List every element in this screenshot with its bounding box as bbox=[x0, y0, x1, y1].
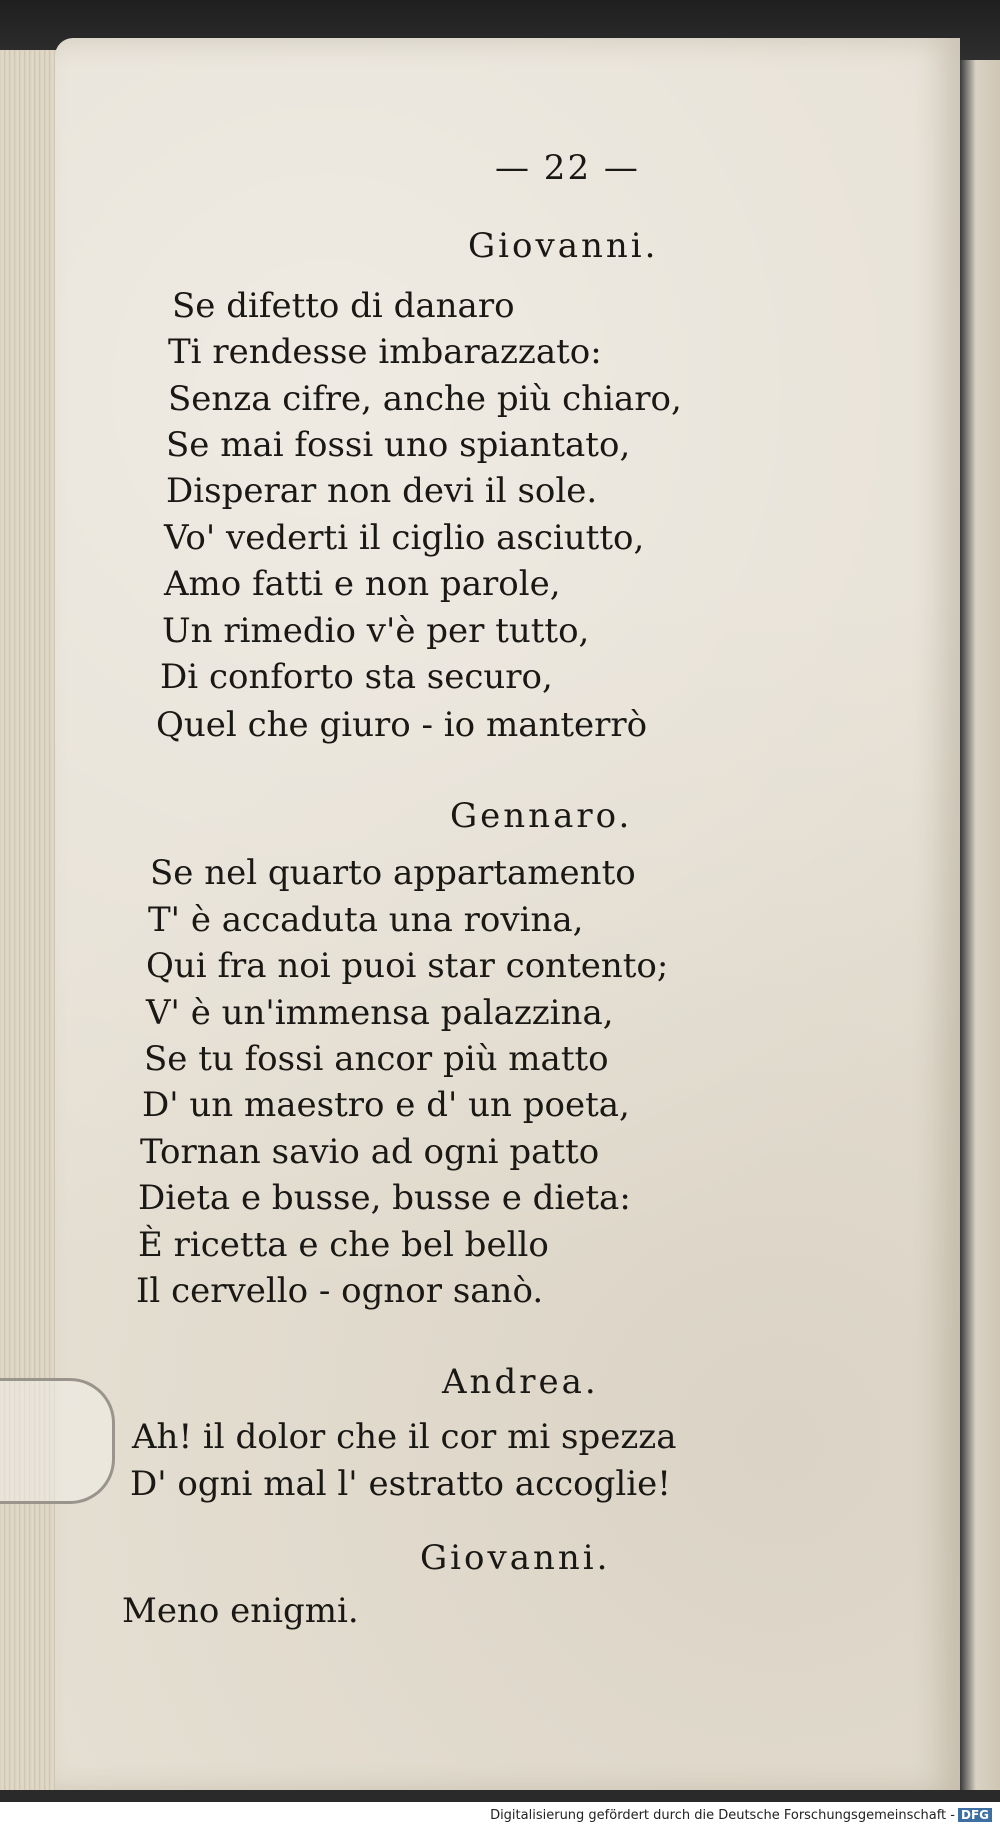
verse-line: Di conforto sta securo, bbox=[160, 657, 553, 697]
verse-line: Qui fra noi puoi star contento; bbox=[146, 946, 669, 986]
verse-line: D' un maestro e d' un poeta, bbox=[142, 1085, 630, 1125]
digitization-credit bbox=[490, 1808, 992, 1823]
verse-line: Ah! il dolor che il cor mi spezza bbox=[132, 1417, 677, 1457]
verse-line: Se difetto di danaro bbox=[172, 286, 515, 326]
verse-line: Senza cifre, anche più chiaro, bbox=[168, 379, 682, 419]
verse-line: T' è accaduta una rovina, bbox=[148, 900, 584, 940]
verse-line: Un rimedio v'è per tutto, bbox=[162, 611, 590, 651]
verse-line: Se tu fossi ancor più matto bbox=[144, 1039, 609, 1079]
page-clip bbox=[0, 1378, 115, 1504]
verse-line: Se nel quarto appartamento bbox=[150, 853, 636, 893]
credit-text: Digitalisierung gefördert durch die Deutsche Forschungsgemeinschaft - bbox=[490, 1808, 955, 1823]
verse-line: Il cervello - ognor sanò. bbox=[136, 1271, 544, 1311]
verse-line: Ti rendesse imbarazzato: bbox=[168, 332, 602, 372]
speaker-name: Giovanni. bbox=[420, 1538, 611, 1578]
verse-line: Quel che giuro - io manterrò bbox=[156, 705, 648, 745]
verse-line: Dieta e busse, busse e dieta: bbox=[138, 1178, 631, 1218]
speaker-name: Giovanni. bbox=[468, 226, 659, 266]
speaker-name: Gennaro. bbox=[450, 796, 633, 836]
speaker-name: Andrea. bbox=[442, 1362, 599, 1402]
dfg-logo: DFG bbox=[958, 1808, 992, 1822]
book-spine-right bbox=[960, 60, 1000, 1800]
verse-line: Tornan savio ad ogni patto bbox=[140, 1132, 600, 1172]
verse-line: Meno enigmi. bbox=[122, 1591, 359, 1631]
verse-line: D' ogni mal l' estratto accoglie! bbox=[130, 1464, 671, 1504]
scan-bottom-background bbox=[0, 1790, 1000, 1802]
verse-line: Vo' vederti il ciglio asciutto, bbox=[164, 518, 645, 558]
verse-line: È ricetta e che bel bello bbox=[138, 1225, 549, 1265]
verse-line: Disperar non devi il sole. bbox=[166, 471, 598, 511]
verse-line: Amo fatti e non parole, bbox=[164, 564, 561, 604]
verse-line: Se mai fossi uno spiantato, bbox=[166, 425, 631, 465]
page-number: — 22 — bbox=[495, 148, 640, 188]
verse-line: V' è un'immensa palazzina, bbox=[146, 993, 614, 1033]
